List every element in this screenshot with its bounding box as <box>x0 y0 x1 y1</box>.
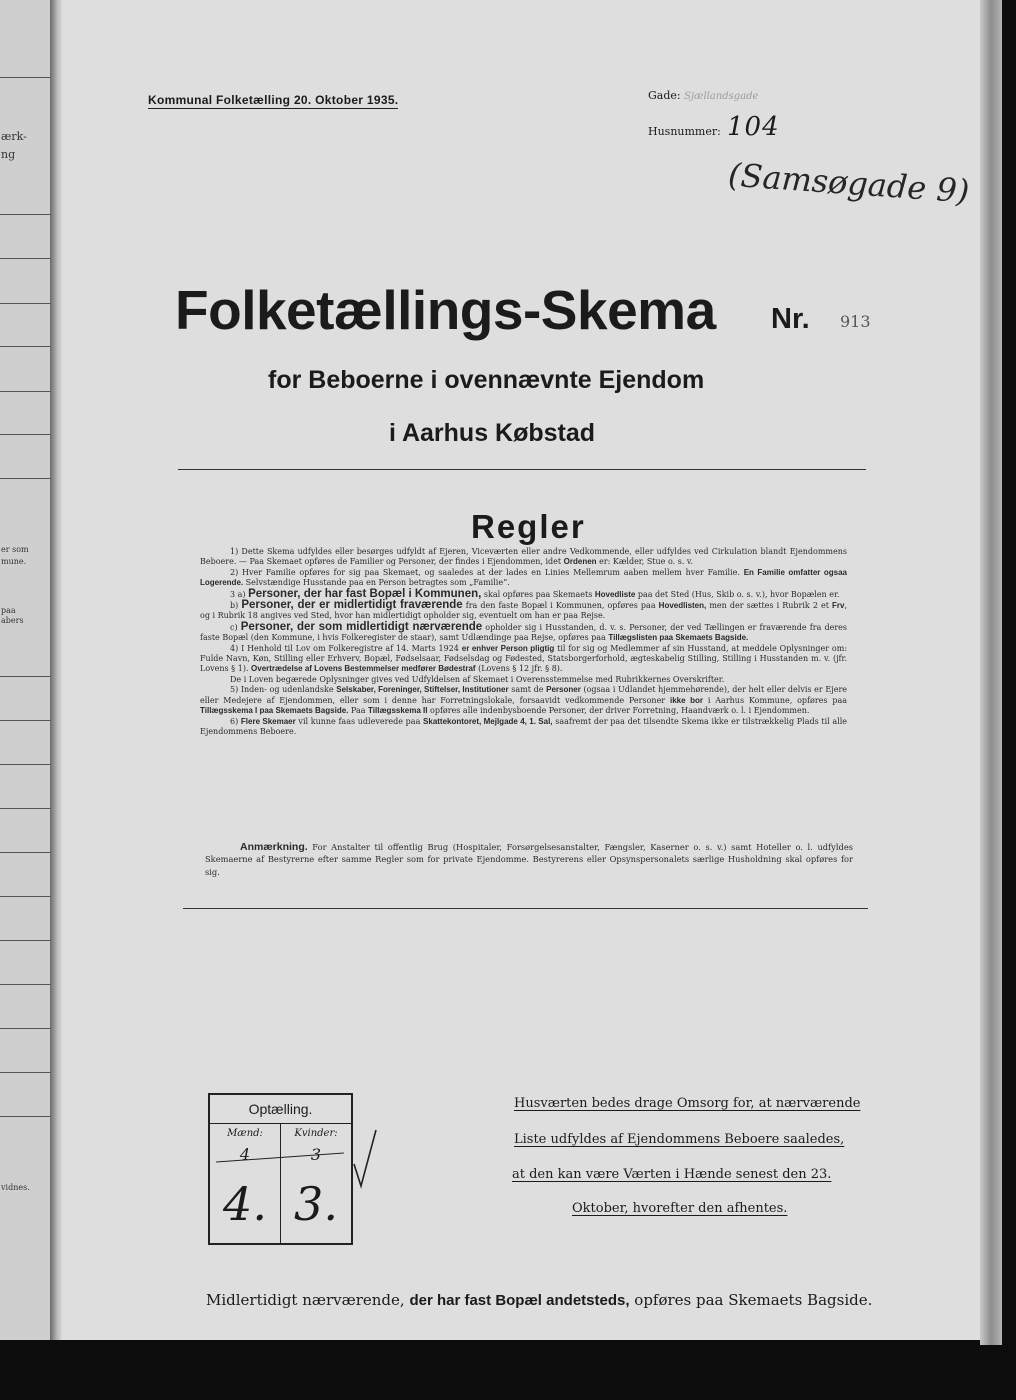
left-page-fragment: ng <box>1 148 16 161</box>
women-count: 3. <box>294 1177 338 1231</box>
rule-4: 4) I Henhold til Lov om Folkeregistre af 14. Marts 1924 er enhver Person pligtig til for sig og Medlemmer af sin Husstand, at meddele Oplysninger om: Fulde Navn, Køn, Stilling eller Erhverv, Bopæl, Fødselsaar, Fødselsdag og Fødested, Statsborgerforhold, ægteskabelig Stilling, Stilling i Husstanden m. v. (jfr. Lovens § 1). Overtrædelse af Lovens Bestemmelser medfører Bødestraf (Lovens § 12 jfr. § 8). <box>200 643 848 674</box>
left-facing-page <box>0 0 50 1340</box>
left-page-rule <box>0 1072 50 1073</box>
page-edge <box>980 0 1002 1345</box>
left-page-fragment: er som <box>1 545 29 554</box>
handwritten-note: (Samsøgade 9) <box>726 155 971 211</box>
rules-text <box>200 547 847 737</box>
left-page-rule <box>0 896 50 897</box>
left-page-rule <box>0 391 50 392</box>
left-page-rule <box>0 720 50 721</box>
gade-value: Sjællandsgade <box>684 91 759 102</box>
divider <box>178 469 866 470</box>
left-page-rule <box>0 346 50 347</box>
remark-paragraph <box>205 841 853 878</box>
men-count: 4. <box>223 1177 267 1231</box>
left-page-rule <box>0 434 50 435</box>
husnummer-handwritten: 104 <box>727 112 780 142</box>
gade-line <box>648 89 758 102</box>
women-label: Kvinder: <box>294 1128 338 1139</box>
rule-1: 1) Dette Skema udfyldes eller besørges udfyldt af Ejeren, Viceværten eller andre Vedkommende, eller udfyldes ved Cirkulation blandt Ejendommens Beboere. — Paa Skemaet opføres de Familier og Personer, der findes i Ejendommen, idet Ordenen er: Kælder, Stue o. s. v. <box>200 547 847 567</box>
checkmark-icon <box>352 1128 378 1190</box>
form-title: Folketællings-Skema <box>175 279 716 341</box>
left-page-rule <box>0 940 50 941</box>
left-page-rule <box>0 303 50 304</box>
gade-label: Gade: <box>648 89 681 102</box>
rule-4-note: De i Loven begærede Oplysninger gives ved Udfyldelsen af Skemaet i Overensstemmelse med Rubrikkernes Overskrifter. <box>230 674 725 684</box>
rules-heading: Regler <box>471 508 586 545</box>
form-number-label: Nr. <box>771 303 810 335</box>
count-box-title: Optælling. <box>248 1101 313 1117</box>
census-header: Kommunal Folketælling 20. Oktober 1935. <box>148 93 399 107</box>
notice-line: at den kan være Værten i Hænde senest den 23. <box>512 1167 832 1182</box>
footer-note: Midlertidigt nærværende, der har fast Bopæl andetsteds, opføres paa Skemaets Bagside. <box>206 1291 873 1309</box>
notice-line: Oktober, hvorefter den afhentes. <box>572 1201 788 1216</box>
left-page-rule <box>0 984 50 985</box>
remark-label: Anmærkning. <box>240 841 308 853</box>
men-label: Mænd: <box>227 1128 263 1139</box>
form-number-value: 913 <box>840 312 871 331</box>
rule-6: 6) Flere Skemaer vil kunne faas udleverede paa Skattekontoret, Mejlgade 4, 1. Sal, saafremt der paa det tilsendte Skema ikke er tilstrækkelig Plads til alle Ejendommens Beboere. <box>200 716 848 736</box>
left-page-fragment: ærk- <box>1 130 27 143</box>
book-gutter <box>50 0 62 1340</box>
left-page-fragment: paa <box>1 606 16 615</box>
left-page-rule <box>0 1116 50 1117</box>
men-count-struck: 4 <box>239 1145 251 1164</box>
left-page-rule <box>0 1028 50 1029</box>
notice-line: Liste udfyldes af Ejendommens Beboere saaledes, <box>514 1132 845 1147</box>
left-page-rule <box>0 214 50 215</box>
left-page-rule <box>0 676 50 677</box>
left-page-fragment: abers <box>1 616 24 625</box>
left-page-fragment: mune. <box>1 557 27 566</box>
husnummer-label: Husnummer: <box>648 125 721 138</box>
rule-3b: b) Personer, der er midlertidigt fraværende fra den faste Bopæl i Kommunen, opføres paa Hovedlisten, men der sættes i Rubrik 2 et Frv, og i Rubrik 18 angives ved Sted, hvor han midlertidigt opholder sig, eventuelt om han er paa Rejse. <box>200 599 848 621</box>
form-subtitle: for Beboerne i ovennævnte Ejendom <box>268 366 705 394</box>
count-box <box>208 1093 353 1245</box>
left-page-rule <box>0 258 50 259</box>
left-page-rule <box>0 852 50 853</box>
left-page-rule <box>0 808 50 809</box>
left-page-rule <box>0 764 50 765</box>
rule-3a: 3 a) Personer, der har fast Bopæl i Kommunen, skal opføres paa Skemaets Hovedliste paa det Sted (Hus, Skib o. s. v.), hvor Bopælen er. <box>230 587 840 600</box>
divider <box>183 908 868 909</box>
remark-text: For Anstalter til offentlig Brug (Hospitaler, Forsørgelsesanstalter, Fængsler, Kaserner o. s. v.) samt Hoteller o. l. udfyldes Skemaerne af Bestyrerne efter samme Regler som for private Ejendomme. Bestyrerens eller Opsynspersonalets særlige Husholdning skal opføres for sig. <box>205 842 853 877</box>
left-page-rule <box>0 77 50 78</box>
notice-line: Husværten bedes drage Omsorg for, at nærværende <box>514 1096 861 1111</box>
form-subtitle-city: i Aarhus Købstad <box>389 419 596 447</box>
rule-2: 2) Hver Familie opføres for sig paa Skemaet, og saaledes at der lades en Linies Mellemrum aaben mellem hver Familie. En Familie omfatter ogsaa Logerende. Selvstændige Husstande paa en Person betragtes som „Familie“. <box>200 567 847 588</box>
rule-3c: c) Personer, der som midlertidigt nærværende opholder sig i Husstanden, d. v. s. Personer, der ved Tællingen er fraværende fra deres faste Bopæl (den Kommune, i hvis Folkeregister de staar), samt Udlændinge paa Rejse, opføres paa Tillægslisten paa Skemaets Bagside. <box>200 620 847 643</box>
rule-5: 5) Inden- og udenlandske Selskaber, Foreninger, Stiftelser, Institutioner samt de Personer (ogsaa i Udlandet hjemmehørende), der helt eller delvis er Ejere eller Medejere af Ejendommen, eller som i denne har Forretningslokale, forsaavidt vedkommende Personer ikke bor i Aarhus Kommune, opføres paa Tillægsskema I paa Skemaets Bagside. Paa Tillægsskema II opføres alle indenbysboende Personer, der driver Forretning, Haandværk o. l. i Ejendommen. <box>200 685 848 716</box>
left-page-fragment: vidnes. <box>1 1183 30 1192</box>
left-page-rule <box>0 478 50 479</box>
